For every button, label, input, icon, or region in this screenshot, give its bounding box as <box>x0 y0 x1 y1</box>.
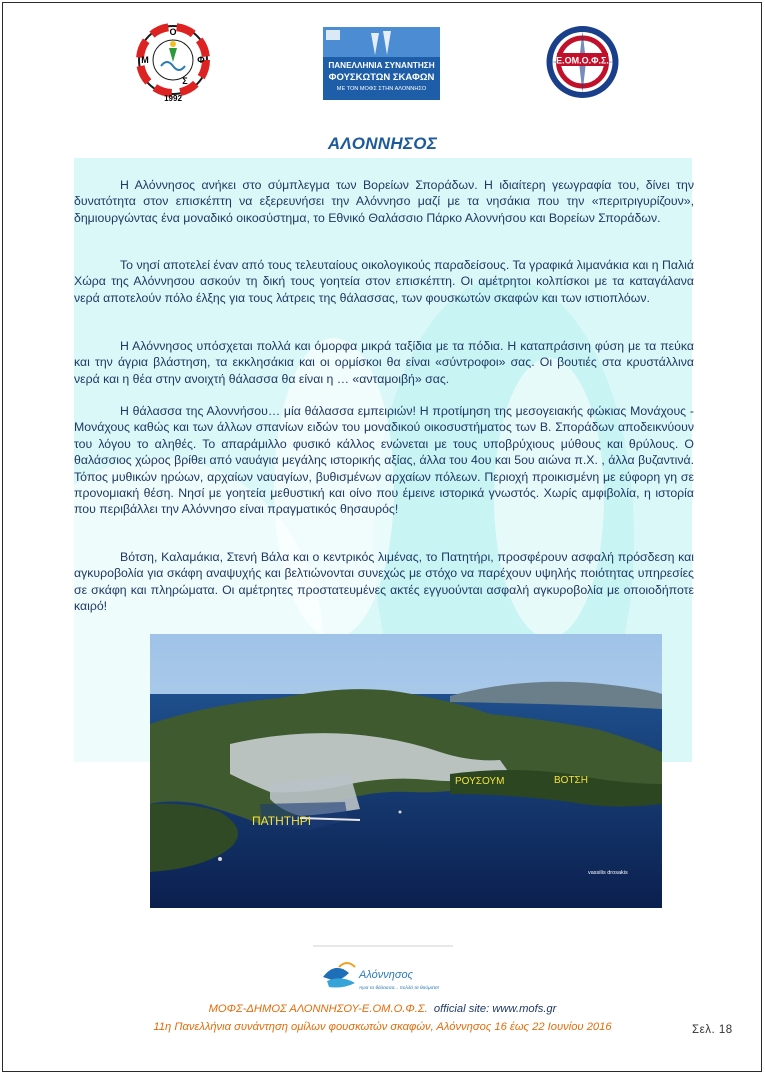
eomofs-logo <box>541 23 624 101</box>
footer-site-link[interactable]: official site: www.mofs.gr <box>433 1003 557 1015</box>
mofs-letter-m: Μ <box>141 55 149 65</box>
label-patitiri: ΠΑΤΗΤΗΡΙ <box>252 814 312 828</box>
page-title: ΑΛΟΝΝΗΣΟΣ <box>327 134 438 153</box>
banner-line-2: ΦΟΥΣΚΩΤΩΝ ΣΚΑΦΩΝ <box>328 72 435 83</box>
page-number: Σελ. 18 <box>692 1024 733 1036</box>
label-votsi: ΒΟΤΣΗ <box>554 775 588 786</box>
footer-line-2: 11η Πανελλήνια συνάντηση ομίλων φουσκωτών σκαφών, Αλόννησος 16 έως 22 Ιουνίου 2016 <box>153 1021 612 1033</box>
mofs-letter-f: Φ <box>197 55 205 65</box>
paragraph-5: Βότση, Καλαμάκια, Στενή Βάλα και ο κεντρικός λιμένας, το Πατητήρι, προσφέρουν ασφαλή πρόσδεση και αγκυροβολία για σκάφη αναψυχής και βελτιώνονται συνεχώς με στόχο να παρέχουν υψηλής ποιότητας υπηρεσίες σε σκάφη και πληρώματα. Οι αμέτρητες προστατευμένες ακτές εγγυούνται ασφαλή αγκυροβολία με οποιοδήποτε καιρό! <box>74 550 694 614</box>
label-rousoum: ΡΟΥΣΟΥΜ <box>455 776 505 787</box>
photo-credit: vassilis drosakis <box>588 870 628 876</box>
footer-line-1 <box>0 1003 765 1015</box>
mofs-letter-o: Ο <box>169 27 177 37</box>
mofs-logo <box>133 22 213 102</box>
paragraph-2: Το νησί αποτελεί έναν από τους τελευταίους οικολογικούς παραδείσους. Τα γραφικά λιμανάκια και η Παλιά Χώρα της Αλόννησου ασκούν τη δική τους γοητεία στον επισκέπτη. Οι αμέτρητοι κολπίσκοι με τα καταγάλανα νερά αποτελούν πόλο έλξης για τους λάτρεις της θάλασσας, των φουσκωτών σκαφών και των ιστιοπλόων. <box>74 258 694 305</box>
footer-logo-name: Αλόννησος <box>359 969 413 981</box>
alonissos-municipality-logo <box>313 945 453 1000</box>
meeting-banner-logo <box>323 27 440 100</box>
eomofs-name: Ε.ΟΜ.Ο.Φ.Σ. <box>556 55 609 66</box>
mofs-year: 1992 <box>164 94 182 102</box>
mofs-letter-s: Σ <box>182 76 188 86</box>
aerial-photo <box>150 634 662 908</box>
paragraph-1: Η Αλόννησος ανήκει στο σύμπλεγμα των Βορείων Σποράδων. Η ιδιαίτερη γεωγραφία του, δίνει την δυνατότητα στον επισκέπτη να εξερευνήσει την Αλόννησο μαζί με τα νησάκια που την «περιτριγυρίζουν», δημιουργώντας ένα μοναδικό οικοσύστημα, το Εθνικό Θαλάσσιο Πάρκο Αλοννήσου και Βορείων Σποράδων. <box>74 178 694 225</box>
paragraph-3: Η Αλόννησος υπόσχεται πολλά και όμορφα μικρά ταξίδια με τα πόδια. Η καταπράσινη φύση με τα πεύκα και την άγρια βλάστηση, τα εκκλησάκια και οι ορμίσκοι θα είναι «σύντροφοι» σας. Οι βουτιές στα κρυστάλλινα νερά και η θέα στην ανοιχτή θάλασσα θα είναι η … «ανταμοιβή» σας. <box>74 339 694 386</box>
paragraph-4: Η θάλασσα της Αλοννήσου… μία θάλασσα εμπειριών! Η προτίμηση της μεσογειακής φώκιας Μονάχους - Μονάχους καθώς και των άλλων σπανίων ειδών του μοναδικού οικοσυστήματος των Β. Σποράδων αποδεικνύουν του λόγου το αληθές. Το απαράμιλλο φυσικό κάλλος ενώνεται με τους υποβρύχιους μύθους και θρύλους. Ο θαλάσσιος χώρος βρίθει από ναυάγια μεγάλης ιστορικής αξίας, άλλα του 4ου και 5ου αιώνα π.Χ. , άλλα βυζαντινά. Τόπος μυθικών ηρώων, αρχαίων ναυαγίων, βυθισμένων αρχαίων πόλεων. Περιοχή προικισμένη με εύφορη γη σε προνομιακή θέση. Νησί με γοητεία μεθυστική και οίνο που έμεινε ιστορικά γνωστός. Χωρίς αμφιβολία, η ιστορία που περιβάλλει την Αλόννησο είναι πραγματικός θησαυρός! <box>74 404 694 517</box>
banner-line-3: ΜΕ ΤΟΝ ΜΟΦΣ ΣΤΗΝ ΑΛΟΝΝΗΣΟ <box>336 86 427 92</box>
footer-org: ΜΟΦΣ-ΔΗΜΟΣ ΑΛΟΝΝΗΣΟΥ-Ε.ΟΜ.Ο.Φ.Σ. <box>208 1003 428 1015</box>
banner-line-1: ΠΑΝΕΛΛΗΝΙΑ ΣΥΝΑΝΤΗΣΗ <box>328 61 435 70</box>
footer-logo-slogan: Άγια τα θάλασσα... πολλά τα θαύματα! <box>359 986 440 991</box>
